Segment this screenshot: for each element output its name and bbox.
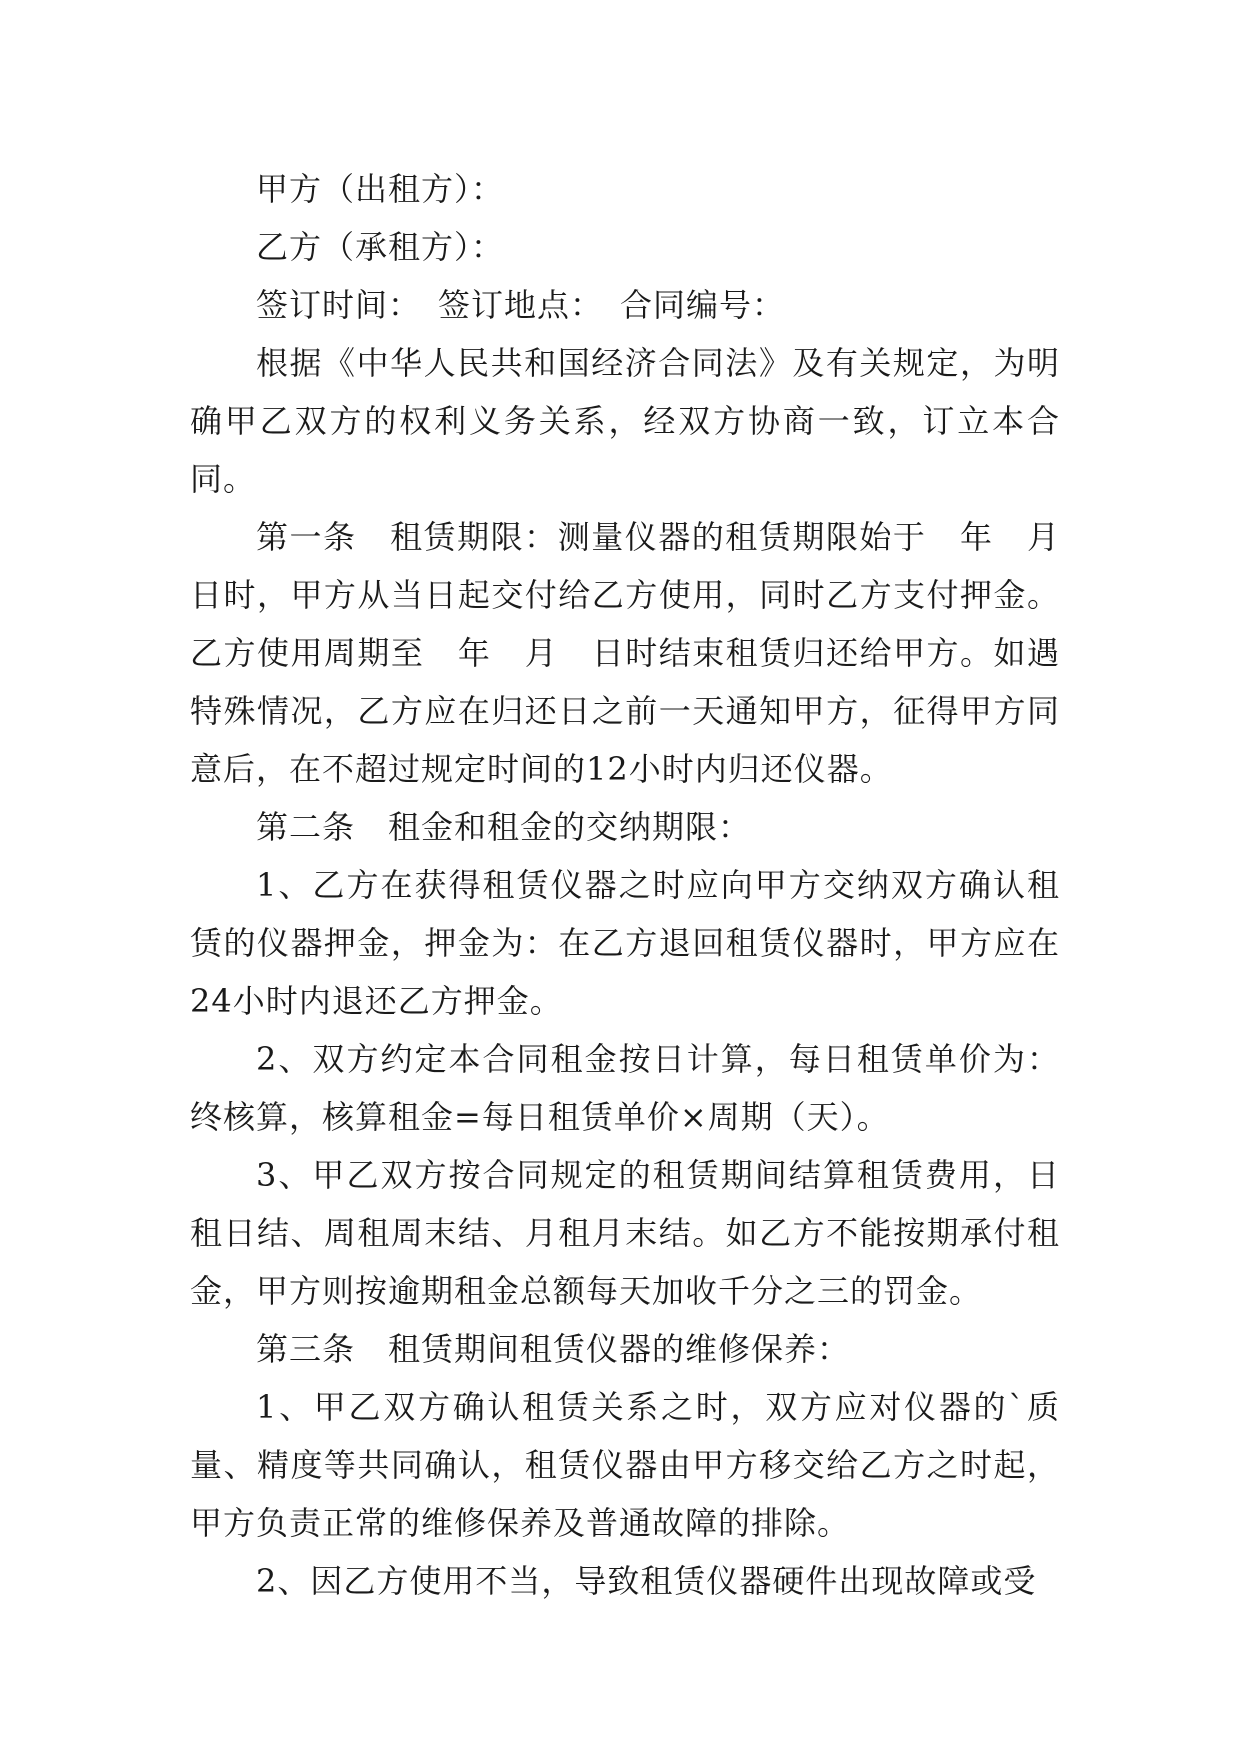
article-3-clause-1: 1、甲乙双方确认租赁关系之时，双方应对仪器的`质量、精度等共同确认，租赁仪器由甲方移交给乙方之时起，甲方负责正常的维修保养及普通故障的排除。 (190, 1388, 1060, 1542)
document-body (190, 160, 1094, 1610)
signing-info-line: 签订时间： 签订地点： 合同编号： (256, 286, 786, 324)
article-3-clause-2: 2、因乙方使用不当，导致租赁仪器硬件出现故障或受 (256, 1562, 1037, 1600)
article-2-heading: 第二条 租金和租金的交纳期限： (256, 808, 752, 846)
article-2-clause-1: 1、乙方在获得租赁仪器之时应向甲方交纳双方确认租赁的仪器押金，押金为：在乙方退回租赁仪器时，甲方应在24小时内退还乙方押金。 (190, 866, 1060, 1020)
party-b-line: 乙方（承租方）： (256, 228, 505, 266)
party-a-line: 甲方（出租方）： (256, 170, 505, 208)
article-2-clause-2: 2、双方约定本合同租金按日计算，每日租赁单价为：终核算，核算租金=每日租赁单价×周期（天）。 (190, 1040, 1060, 1136)
article-2-clause-3: 3、甲乙双方按合同规定的租赁期间结算租赁费用，日租日结、周租周末结、月租月末结。如乙方不能按期承付租金，甲方则按逾期租金总额每天加收千分之三的罚金。 (190, 1156, 1060, 1310)
article-1-paragraph: 第一条 租赁期限：测量仪器的租赁期限始于 年 月 日时，甲方从当日起交付给乙方使用，同时乙方支付押金。乙方使用周期至 年 月 日时结束租赁归还给甲方。如遇特殊情况，乙方应在归还日之前一天通知甲方，征得甲方同意后，在不超过规定时间的12小时内归还仪器。 (190, 518, 1094, 788)
article-3-heading: 第三条 租赁期间租赁仪器的维修保养： (256, 1330, 851, 1368)
preamble-paragraph: 根据《中华人民共和国经济合同法》及有关规定，为明确甲乙双方的权利义务关系，经双方协商一致，订立本合同。 (190, 344, 1060, 498)
